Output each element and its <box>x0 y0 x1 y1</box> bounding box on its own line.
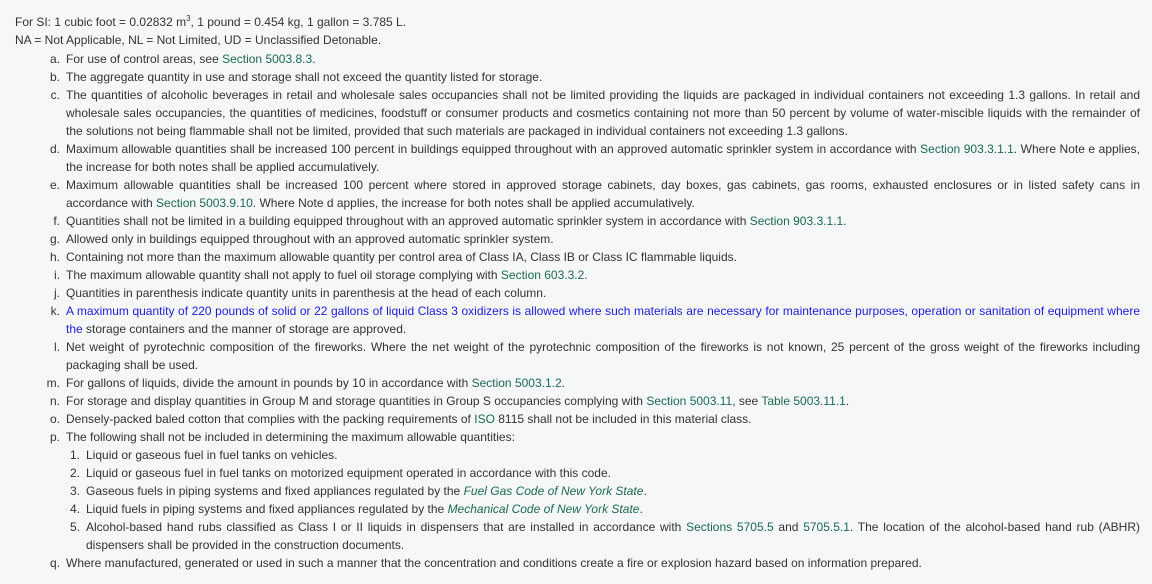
table-link[interactable]: Table 5003.11.1 <box>761 394 846 408</box>
highlighted-text: A maximum quantity of 220 pounds of solid or 22 gallons of liquid Class 3 oxidizers is allowed where such materials are necessary for maintenance purposes, operation or sanitation of equipment where the <box>66 304 1140 336</box>
note-a: a. For use of control areas, see Section 5003.8.3. <box>49 52 316 66</box>
code-link[interactable]: Fuel Gas Code of New York State <box>463 484 644 498</box>
note-k: k. A maximum quantity of 220 pounds of solid or 22 gallons of liquid Class 3 oxidizers is allowed where such materials are necessary for maintenance purposes, operation or sanitation of equipment where the storage containers and the manner of storage are approved. <box>50 304 1140 336</box>
note-m: m. For gallons of liquids, divide the amount in pounds by 10 in accordance with Section 5003.1.2. <box>46 376 565 390</box>
iso-link[interactable]: ISO <box>474 412 495 426</box>
note-e: e. Maximum allowable quantities shall be increased 100 percent where stored in approved storage cabinets, day boxes, gas cabinets, gas rooms, exhausted enclosures or in listed safety cans in accordance with Section 5003.9.10. Where Note d applies, the increase for both notes shall be applied accumulatively. <box>49 178 1140 210</box>
note-b: b. The aggregate quantity in use and storage shall not exceed the quantity listed for storage. <box>49 70 543 84</box>
footnote-list <box>0 50 1152 572</box>
exemption-item: 1. Liquid or gaseous fuel in fuel tanks on vehicles. <box>69 448 338 462</box>
note-o: o. Densely-packed baled cotton that complies with the packing requirements of ISO 8115 shall not be included in this material class. <box>49 412 752 426</box>
exemption-item: 2. Liquid or gaseous fuel in fuel tanks on motorized equipment operated in accordance with this code. <box>69 466 611 480</box>
note-f: f. Quantities shall not be limited in a building equipped throughout with an approved automatic sprinkler system in accordance with Section 903.3.1.1. <box>53 214 847 228</box>
abbreviations-line: NA = Not Applicable, NL = Not Limited, UD = Unclassified Detonable. <box>15 33 382 47</box>
section-link[interactable]: Section 903.3.1.1 <box>749 214 844 228</box>
note-j: j. Quantities in parenthesis indicate quantity units in parenthesis at the head of each column. <box>54 286 547 300</box>
section-link[interactable]: Section 5003.8.3 <box>222 52 313 66</box>
section-link[interactable]: Section 5003.1.2 <box>471 376 562 390</box>
note-q: q. Where manufactured, generated or used in such a manner that the concentration and conditions create a fire or explosion hazard based on information prepared. <box>49 556 922 570</box>
note-c: c. The quantities of alcoholic beverages in retail and wholesale sales occupancies shall not be limited providing the liquids are packaged in individual containers not exceeding 1.3 gallons. In retail and wholesale sales occupancies, the quantities of medicines, foodstuff or consumer products and cosmetics containing not more than 50 percent by volume of water-miscible liquids with the remainder of the solutions not being flammable shall not be limited, provided that such materials are packaged in individual containers not exceeding 1.3 gallons. <box>50 88 1140 138</box>
section-link[interactable]: Section 5003.9.10 <box>156 196 253 210</box>
si-conversion-line: For SI: 1 cubic foot = 0.02832 $m^3$, 1 pound = 0.454 kg, 1 gallon = 3.785 L. <box>15 14 407 29</box>
section-link[interactable]: 5705.5.1 <box>803 520 850 534</box>
note-p: p. The following shall not be included in determining the maximum allowable quantities: 1. Liquid or gaseous fuel in fuel tanks on vehicles. 2. Liquid or gaseous fuel in fuel tanks on motorized equipment operated in accordance with this code. 3. Gaseous fuels in piping systems and fixed appliances regulated by the Fuel Gas Code of New York State. 4. Liquid fuels in piping systems and fixed appliances regulated by the Mechanical Code of New York State. 5. Alcohol-based hand rubs classified as Class I or II liquids in dispensers that are installed in accordance with Sections 5705.5 and 5705.5.1. The location of the alcohol-based hand rub (ABHR) dispensers shall be provided in the construction documents. <box>49 430 1140 552</box>
note-l: l. Net weight of pyrotechnic composition of the fireworks. Where the net weight of the pyrotechnic composition of the fireworks is not known, 25 percent of the gross weight of the fireworks including packaging shall be used. <box>54 340 1140 372</box>
note-g: g. Allowed only in buildings equipped throughout with an approved automatic sprinkler system. <box>49 232 554 246</box>
code-link[interactable]: Mechanical Code of New York State <box>447 502 640 516</box>
exemption-item: 4. Liquid fuels in piping systems and fixed appliances regulated by the Mechanical Code of New York State. <box>69 502 643 516</box>
note-n: n. For storage and display quantities in Group M and storage quantities in Group S occupancies complying with Section 5003.11, see Table 5003.11.1. <box>49 394 850 408</box>
exemption-item: 3. Gaseous fuels in piping systems and fixed appliances regulated by the Fuel Gas Code of New York State. <box>69 484 647 498</box>
exemption-item: 5. Alcohol-based hand rubs classified as Class I or II liquids in dispensers that are installed in accordance with Sections 5705.5 and 5705.5.1. The location of the alcohol-based hand rub (ABHR) dispensers shall be provided in the construction documents. <box>69 520 1140 552</box>
note-h: h. Containing not more than the maximum allowable quantity per control area of Class IA, Class IB or Class IC flammable liquids. <box>49 250 737 264</box>
section-link[interactable]: Section 603.3.2 <box>500 268 585 282</box>
section-link[interactable]: Section 5003.11 <box>646 394 733 408</box>
section-link[interactable]: Section 903.3.1.1 <box>920 142 1014 156</box>
section-link[interactable]: Sections 5705.5 <box>686 520 774 534</box>
note-d: d. Maximum allowable quantities shall be increased 100 percent in buildings equipped throughout with an approved automatic sprinkler system in accordance with Section 903.3.1.1. Where Note e applies, the increase for both notes shall be applied accumulatively. <box>49 142 1141 174</box>
note-i: i. The maximum allowable quantity shall not apply to fuel oil storage complying with Section 603.3.2. <box>54 268 588 282</box>
exemption-list <box>66 446 1140 554</box>
